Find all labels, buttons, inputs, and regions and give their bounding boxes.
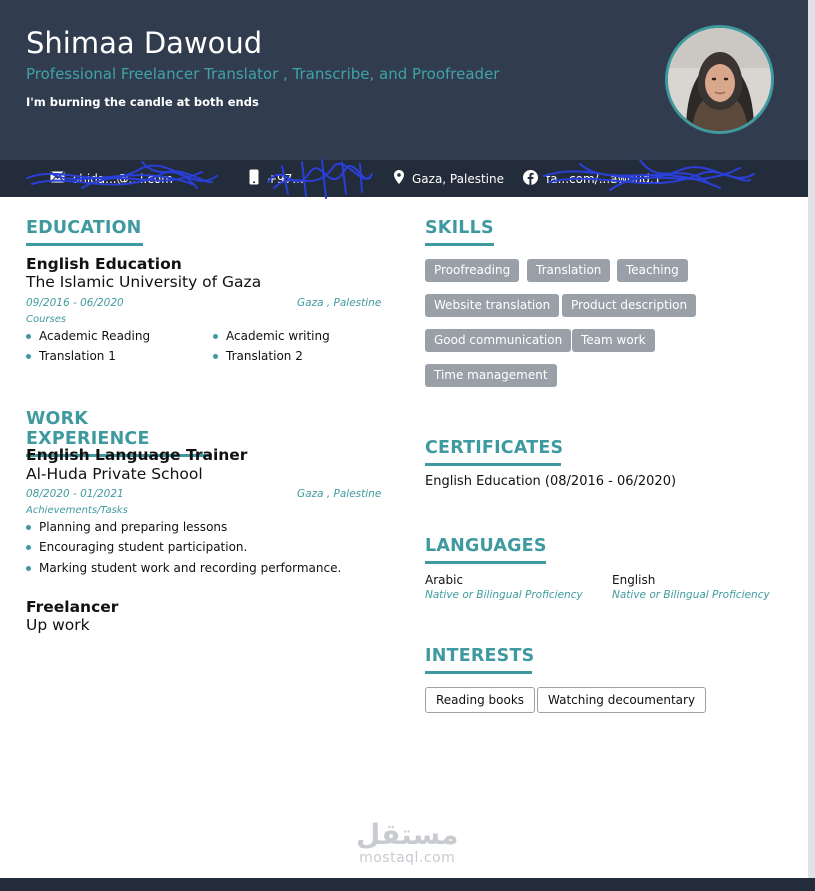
- envelope-icon: [50, 171, 65, 186]
- skill-tag: Website translation: [425, 294, 559, 317]
- skill-tag: Good communication: [425, 329, 571, 352]
- work-experience-heading: WORK EXPERIENCE: [26, 409, 212, 457]
- course-item: Academic writing: [213, 329, 330, 343]
- courses-label: Courses: [26, 314, 67, 325]
- skill-tag: Proofreading: [425, 259, 519, 282]
- interest-tag: Watching decoumentary: [537, 687, 706, 713]
- languages-heading: LANGUAGES: [425, 536, 546, 564]
- personal-motto: I'm burning the candle at both ends: [26, 95, 259, 109]
- job-role: Freelancer: [26, 598, 119, 616]
- education-school: The Islamic University of Gaza: [26, 273, 262, 291]
- phone-icon: [249, 169, 259, 188]
- watermark-arabic: مستقل: [356, 818, 459, 851]
- contact-facebook[interactable]: [523, 160, 661, 197]
- skill-tag: Product description: [562, 294, 696, 317]
- language-level: Native or Bilingual Proficiency: [425, 589, 583, 601]
- task-item: Encouraging student participation.: [26, 540, 247, 554]
- facebook-text: fa...com/...awoud.1: [546, 171, 662, 186]
- contact-location: [394, 160, 504, 197]
- language-name: Arabic: [425, 573, 464, 587]
- resume-header: [0, 0, 808, 160]
- skills-heading: SKILLS: [425, 218, 494, 246]
- location-text: Gaza, Palestine: [412, 171, 504, 186]
- location-pin-icon: [394, 170, 404, 187]
- contact-email[interactable]: [50, 160, 173, 197]
- certificate-item: English Education (08/2016 - 06/2020): [425, 474, 677, 489]
- contact-bar: [0, 160, 808, 197]
- education-degree: English Education: [26, 255, 182, 273]
- contact-phone[interactable]: [249, 160, 304, 197]
- language-name: English: [612, 573, 656, 587]
- job-dates: 08/2020 - 01/2021: [26, 488, 124, 500]
- job-role: English Language Trainer: [26, 446, 248, 464]
- course-item: Translation 2: [213, 349, 303, 363]
- email-text: shida...@...l.com: [73, 171, 173, 186]
- task-item: Planning and preparing lessons: [26, 520, 227, 534]
- watermark-latin: mostaql.com: [359, 850, 456, 866]
- job-company: Al-Huda Private School: [26, 465, 203, 483]
- education-heading: EDUCATION: [26, 218, 143, 246]
- skill-tag: Translation: [527, 259, 610, 282]
- page-edge: [808, 0, 815, 891]
- course-item: Translation 1: [26, 349, 116, 363]
- skill-tag: Time management: [425, 364, 557, 387]
- job-location: Gaza , Palestine: [297, 488, 382, 500]
- task-item: Marking student work and recording performance.: [26, 561, 341, 575]
- professional-title: Professional Freelancer Translator , Transcribe, and Proofreader: [26, 65, 500, 83]
- education-location: Gaza , Palestine: [297, 297, 382, 309]
- profile-photo-illustration: [668, 28, 771, 131]
- interest-tag: Reading books: [425, 687, 535, 713]
- course-item: Academic Reading: [26, 329, 150, 343]
- education-dates: 09/2016 - 06/2020: [26, 297, 124, 309]
- interests-heading: INTERESTS: [425, 646, 532, 674]
- person-name: Shimaa Dawoud: [26, 26, 263, 60]
- certificates-heading: CERTIFICATES: [425, 438, 561, 466]
- skill-tag: Teaching: [617, 259, 688, 282]
- skill-tag: Team work: [572, 329, 655, 352]
- mostaql-watermark: [356, 820, 458, 866]
- tasks-label: Achievements/Tasks: [26, 505, 128, 516]
- facebook-icon: [523, 170, 538, 188]
- bottom-taskbar: [0, 878, 815, 891]
- profile-photo: [665, 25, 774, 134]
- language-level: Native or Bilingual Proficiency: [612, 589, 770, 601]
- phone-text: +97...: [267, 171, 304, 186]
- job-company: Up work: [26, 616, 90, 634]
